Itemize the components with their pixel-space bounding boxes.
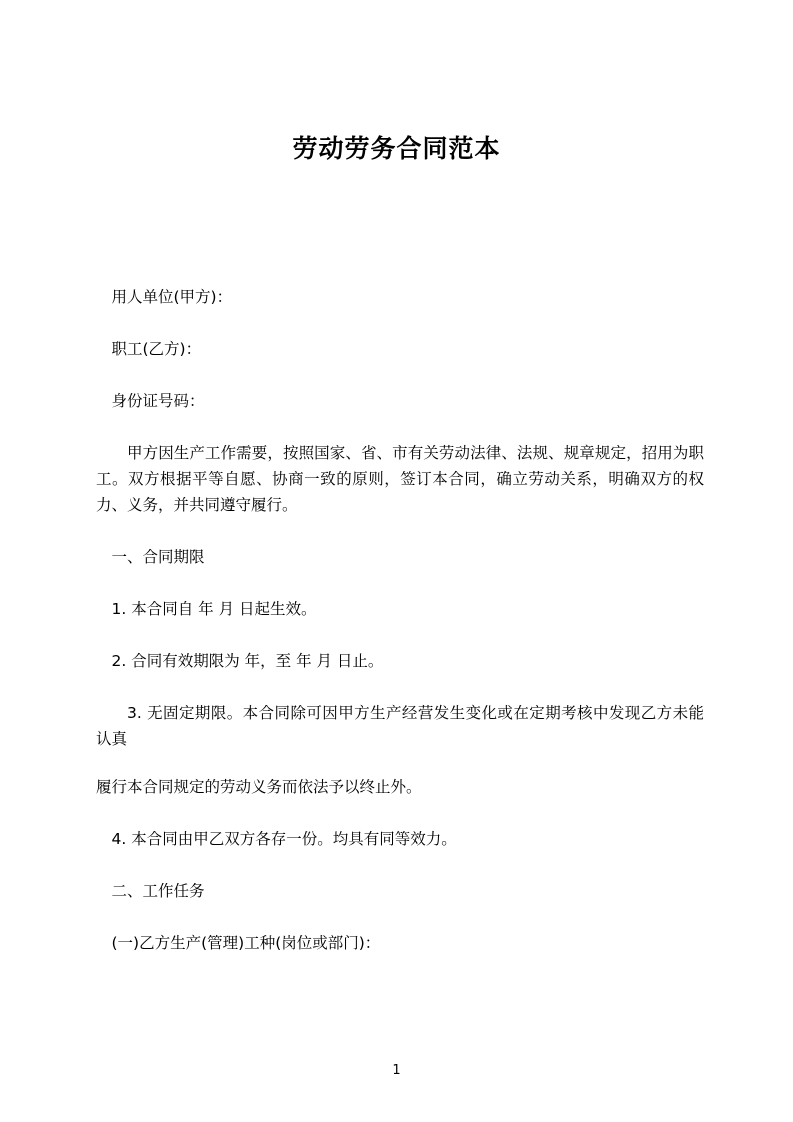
paragraph-employer-line: 用人单位(甲方)： [111, 288, 233, 306]
paragraph-term-item-4: 4. 本合同由甲乙双方各存一份。均具有同等效力。 [111, 830, 457, 848]
page-number: 1 [392, 1063, 401, 1078]
paragraph-term-item-3: 3. 无固定期限。本合同除可因甲方生产经营发生变化或在定期考核中发现乙方未能认真 [96, 704, 704, 748]
paragraph-term-item-3-continued: 履行本合同规定的劳动义务而依法予以终止外。 [96, 778, 422, 796]
paragraph-employee-line: 职工(乙方)： [111, 340, 202, 358]
section-heading-work-task: 二、工作任务 [111, 882, 205, 900]
document-body [96, 284, 704, 982]
paragraph-id-number-line: 身份证号码： [111, 392, 205, 410]
paragraph-term-item-2: 2. 合同有效期限为 年，至 年 月 日止。 [111, 652, 384, 670]
paragraph-term-item-1: 1. 本合同自 年 月 日起生效。 [111, 600, 317, 618]
paragraph-preamble: 甲方因生产工作需要，按照国家、省、市有关劳动法律、法规、规章规定，招用为职工。双方根据平等自愿、协商一致的原则，签订本合同，确立劳动关系，明确双方的权力、义务，并共同遵守履行。 [96, 444, 704, 514]
paragraph-work-task-item-1: (一)乙方生产(管理)工种(岗位或部门)： [111, 934, 381, 952]
section-heading-contract-term: 一、合同期限 [111, 548, 205, 566]
page-title: 劳动劳务合同范本 [292, 134, 501, 163]
